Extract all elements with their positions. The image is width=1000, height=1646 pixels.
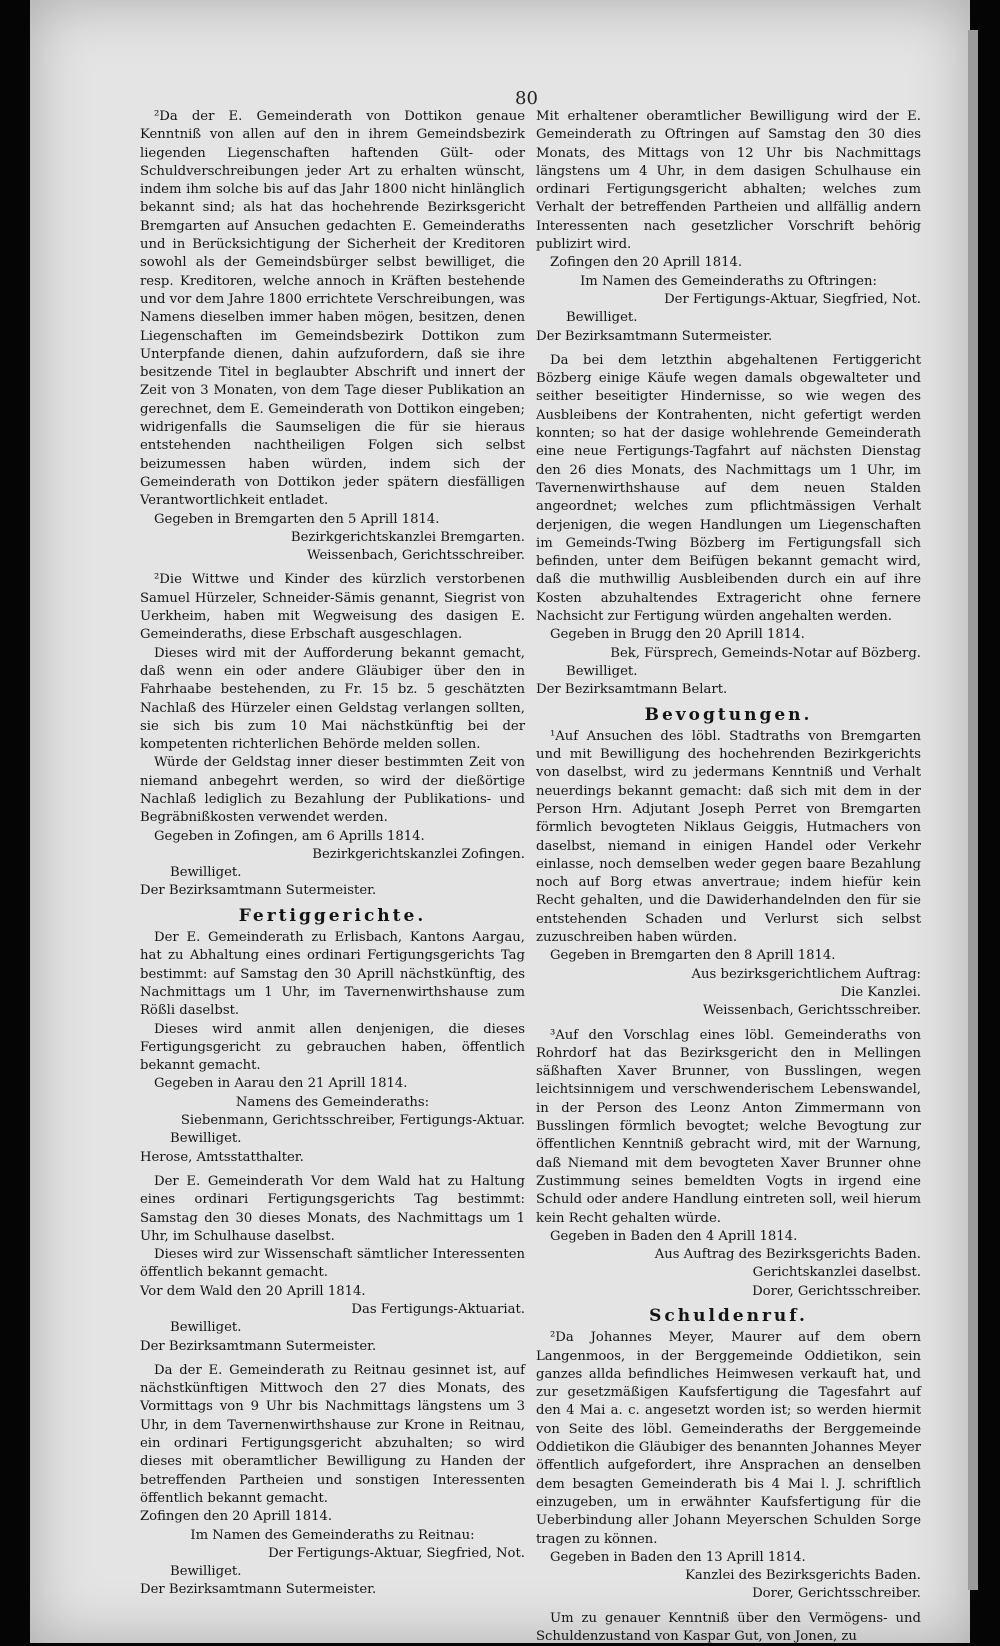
text-line: Der E. Gemeinderath zu Erlisbach, Kantons Aargau, hat zu Abhaltung eines ordinari Fertigungsgerichts Tag bestimmt: auf Samstag den 30 Aprill nächstkünftig, des Nachmittags um 1 Uhr, im Tavernenwirthshause zum Rößli daselbst. bbox=[140, 930, 525, 1019]
text-line: Dieses wird mit der Aufforderung bekannt gemacht, daß wenn ein oder andere Gläubiger über den in Fahrhaabe bestehenden, zu Fr. 15 bz. 5 geschätzten Nachlaß des Hürzeler einen Geldstag verlangen sollten, sie sich bis zum 10 Mai nächstkünftig bei der kompetenten richterlichen Behörde melden sollen. bbox=[140, 645, 525, 753]
text-line: Vor dem Wald den 20 Aprill 1814. bbox=[140, 1283, 366, 1299]
text-line: Weissenbach, Gerichtsschreiber. bbox=[703, 1003, 921, 1019]
text-line: Namens des Gemeinderaths: bbox=[235, 1094, 430, 1110]
text-line: Bewilliget. bbox=[566, 310, 638, 326]
text-line: Der Bezirksamtmann Belart. bbox=[536, 682, 728, 698]
text-line: Aus Auftrag des Bezirksgerichts Baden. bbox=[654, 1247, 921, 1263]
text-line: Um zu genauer Kenntniß über den Vermögens- und Schuldenzustand von Kaspar Gut, von Jonen, zu bbox=[536, 1610, 921, 1645]
text-line: Dieses wird zur Wissenschaft sämtlicher Interessenten öffentlich bekannt gemacht. bbox=[140, 1247, 525, 1281]
text-line: Gegeben in Baden den 4 Aprill 1814. bbox=[550, 1228, 798, 1244]
text-line: Kanzlei des Bezirksgerichts Baden. bbox=[685, 1568, 921, 1584]
text-line: ¹Auf Ansuchen des löbl. Stadtraths von Bremgarten und mit Bewilligung des hochehrenden Bezirkgerichts von daselbst, wird zu jedermans Kenntniß und Verhalt neuerdings bekannt gemacht: daß sich mit dem in der Person Hrn. Adjutant Joseph Perret von Bremgarten förmlich bevogteten Niklaus Geiggis, Hutmachers von daselbst, niemand in einigen Handel oder Verkehr einlasse, noch demselben weder gegen baare Bezahlung noch auf Borg etwas anvertraue; indem hiefür kein Recht gehalten, und die Dawiderhandelnden den für sie entstehenden Schaden und Verlurst sich selbst zuzuschreiben haben würden. bbox=[536, 728, 921, 946]
page-number: 80 bbox=[515, 88, 538, 109]
text-line: Zofingen den 20 Aprill 1814. bbox=[550, 255, 743, 271]
text-line: Gegeben in Baden den 13 Aprill 1814. bbox=[550, 1549, 806, 1565]
text-line: Gegeben in Aarau den 21 Aprill 1814. bbox=[154, 1076, 408, 1092]
text-line: Das Fertigungs-Aktuariat. bbox=[351, 1302, 525, 1317]
text-line: Bezirkgerichtskanzlei Bremgarten. bbox=[290, 529, 525, 545]
text-line: Zofingen den 20 Aprill 1814. bbox=[140, 1509, 333, 1525]
text-line: Bek, Fürsprech, Gemeinds-Notar auf Bözberg. bbox=[610, 645, 921, 661]
text-line: Mit erhaltener oberamtlicher Bewilligung wird der E. Gemeinderath zu Oftringen auf Samstag den 30 dies Monats, des Mittags von 12 Uhr bis Nachmittags längstens um 4 Uhr, in dem dasigen Schulhause ein ordinari Fertigungsgericht abhalten; welches zum Verhalt der betreffenden Partheien und allfällig andern Interessenten nach gesetzlicher Vorschrift behörig publizirt wird. bbox=[536, 109, 921, 253]
section-heading: Bevogtungen. bbox=[644, 704, 813, 725]
text-line: Bewilliget. bbox=[170, 1131, 242, 1147]
section-heading: Fertiggerichte. bbox=[238, 905, 427, 926]
section-heading: Schuldenruf. bbox=[649, 1306, 808, 1326]
text-line: Die Kanzlei. bbox=[840, 984, 921, 1000]
text-line: Gegeben in Zofingen, am 6 Aprills 1814. bbox=[154, 828, 425, 844]
text-line: Bewilliget. bbox=[170, 1564, 242, 1580]
text-line: Bewilliget. bbox=[170, 865, 242, 881]
text-line: Bewilliget. bbox=[170, 1320, 242, 1336]
text-line: Der Bezirksamtmann Sutermeister. bbox=[536, 328, 773, 344]
text-line: Der Bezirksamtmann Sutermeister. bbox=[140, 1338, 377, 1354]
text-line: Bewilliget. bbox=[566, 663, 638, 679]
text-line: Gegeben in Bremgarten den 5 Aprill 1814. bbox=[154, 511, 440, 527]
text-line: Weissenbach, Gerichtsschreiber. bbox=[307, 548, 525, 564]
text-line: ²Die Wittwe und Kinder des kürzlich verstorbenen Samuel Hürzeler, Schneider-Sämis genannt, Siegrist von Uerkheim, haben mit Wegweisung des dasigen E. Gemeinderaths, diese Erbschaft ausgeschlagen. bbox=[140, 572, 525, 643]
text-line: Aus bezirksgerichtlichem Auftrag: bbox=[691, 966, 921, 982]
text-line: ³Auf den Vorschlag eines löbl. Gemeinderaths von Rohrdorf hat das Bezirksgericht den in Mellingen säßhaften Xaver Brunner, von Busslingen, wegen leichtsinnigem und verschwenderischem Lebenswandel, in der Person des Leonz Anton Zimmermann von Busslingen förmlich bevogtet; welche Bevogtung zur öffentlichen Kenntniß gebracht wird, mit der Warnung, daß Niemand mit dem bevogteten Xaver Brunner ohne Zustimmung seines bemeldten Vogts in irgend eine Schuld oder andere Handlung eintreten soll, weil hierum kein Recht gehalten würde. bbox=[536, 1027, 921, 1226]
text-line: Im Namen des Gemeinderaths zu Oftringen: bbox=[580, 273, 877, 289]
text-line: Der Fertigungs-Aktuar, Siegfried, Not. bbox=[268, 1545, 525, 1561]
text-line: Bezirkgerichtskanzlei Zofingen. bbox=[312, 846, 525, 862]
text-line: Gegeben in Bremgarten den 8 Aprill 1814. bbox=[550, 948, 836, 964]
text-line: Dorer, Gerichtsschreiber. bbox=[752, 1586, 921, 1602]
text-line: Da der E. Gemeinderath zu Reitnau gesinnet ist, auf nächstkünftigen Mittwoch den 27 dies Monats, des Vormittags von 9 Uhr bis Nachmittags längstens um 3 Uhr, in dem Tavernenwirthshause zur Krone in Reitnau, ein ordinari Fertigungsgericht abzuhalten; so wird dieses mit oberamtlicher Bewilligung zu Handen der betreffenden Partheien und sonstigen Interessenten öffentlich bekannt gemacht. bbox=[140, 1362, 525, 1506]
text-line: ²Da der E. Gemeinderath von Dottikon genaue Kenntniß von allen auf den in ihrem Gemeindsbezirk liegenden Liegenschaften haftenden Gült- oder Schuldverschreibungen jeder Art zu erhalten wünscht, indem ihm solche bis auf das Jahr 1800 nicht hinlänglich bekannt sind; als hat das hochehrende Bezirksgericht Bremgarten auf Ansuchen gedachten E. Gemeinderaths und in Berücksichtigung der Sicherheit der Kreditoren sowohl als der Gemeindsbürger selbst bewilliget, die resp. Kreditoren, welche annoch in Kräften bestehende und vor dem Jahre 1800 errichtete Verschreibungen, was Namens dieselben immer haben mögen, besitzen, denen Liegenschaften im Gemeindsbezirk Dottikon zum Unterpfande dienen, dahin aufzufordern, daß sie ihre besitzende Titel in beglaubter Abschrift und innert der Zeit von 3 Monaten, von dem Tage dieser Publikation an gerechnet, dem E. Gemeinderath von Dottikon eingeben; widrigenfalls die Saumseligen die für sie hieraus entstehenden nachtheiligen Folgen sich selbst beizumessen haben würden, indem sich der Gemeinderath von Dottikon jeder spätern diesfälligen Verantwortlichkeit entladet. bbox=[140, 109, 525, 509]
right-column bbox=[536, 108, 921, 1646]
text-line: Der E. Gemeinderath Vor dem Wald hat zu Haltung eines ordinari Fertigungsgerichts Tag bestimmt: Samstag den 30 dieses Monats, des Nachmittags um 1 Uhr, im Schulhause daselbst. bbox=[140, 1173, 525, 1244]
text-line: Im Namen des Gemeinderaths zu Reitnau: bbox=[190, 1527, 475, 1543]
text-line: Würde der Geldstag inner dieser bestimmten Zeit von niemand anbegehrt werden, so wird der dießörtige Nachlaß lediglich zu Bezahlung der Publikations- und Begräbnißkosten verwendet werden. bbox=[140, 755, 525, 826]
text-line: Der Bezirksamtmann Sutermeister. bbox=[140, 1582, 377, 1598]
text-line: Der Bezirksamtmann Sutermeister. bbox=[140, 883, 377, 899]
text-line: Gegeben in Brugg den 20 Aprill 1814. bbox=[550, 627, 805, 643]
text-line: ²Da Johannes Meyer, Maurer auf dem obern Langenmoos, in der Berggemeinde Oddietikon, sein ganzes allda befindliches Heimwesen verkauft hat, und zur gesetzmäßigen Kaufsfertigung die Tagesfahrt auf den 4 Mai a. c. angesetzt worden ist; so werden hiermit von Seite des löbl. Gemeinderaths der Berggemeinde Oddietikon die Gläubiger des benannten Johannes Meyer öffentlich aufgefordert, ihre Ansprachen an denselben dem besagten Gemeinderath bis 4 Mai l. J. schriftlich einzugeben, um in erwähnter Kaufsfertigung für die Ueberbindung aller Johann Meyerschen Schulden Sorge tragen zu können. bbox=[536, 1330, 921, 1547]
page-edge bbox=[968, 30, 978, 1590]
text-line: Siebenmann, Gerichtsschreiber, Fertigungs-Aktuar. bbox=[180, 1113, 525, 1129]
text-line: Dieses wird anmit allen denjenigen, die dieses Fertigungsgericht zu gebrauchen haben, öffentlich bekannt gemacht. bbox=[140, 1021, 525, 1074]
text-line: Der Fertigungs-Aktuar, Siegfried, Not. bbox=[664, 291, 921, 307]
text-line: Gerichtskanzlei daselbst. bbox=[752, 1265, 921, 1281]
text-line: Da bei dem letzthin abgehaltenen Fertiggericht Bözberg einige Käufe wegen damals obgewalteter und seither beseitigter Hindernisse, so wie wegen des Ausbleibens der Kontrahenten, nicht gefertigt werden konnten; so hat der dasige wohlehrende Gemeinderath eine neue Fertigungs-Tagfahrt auf nächsten Dienstag den 26 dies Monats, des Nachmittags um 1 Uhr, im Tavernenwirthshause auf dem neuen Stalden angeordnet; welches zum pflichtmässigen Verhalt derjenigen, die wegen Handlungen um Liegenschaften im Gemeinds-Twing Bözberg im Fertigungsfall sich befinden, unter dem Beifügen bekannt gemacht wird, daß die muthwillig Ausbleibenden durch ein auf ihre Kosten abzuhaltendes Extragericht ohne fernere Nachsicht zur Fertigung würden angehalten werden. bbox=[536, 352, 921, 625]
left-column bbox=[140, 108, 525, 1600]
text-line: Herose, Amtsstatthalter. bbox=[140, 1149, 304, 1165]
text-line: Dorer, Gerichtsschreiber. bbox=[752, 1283, 921, 1299]
